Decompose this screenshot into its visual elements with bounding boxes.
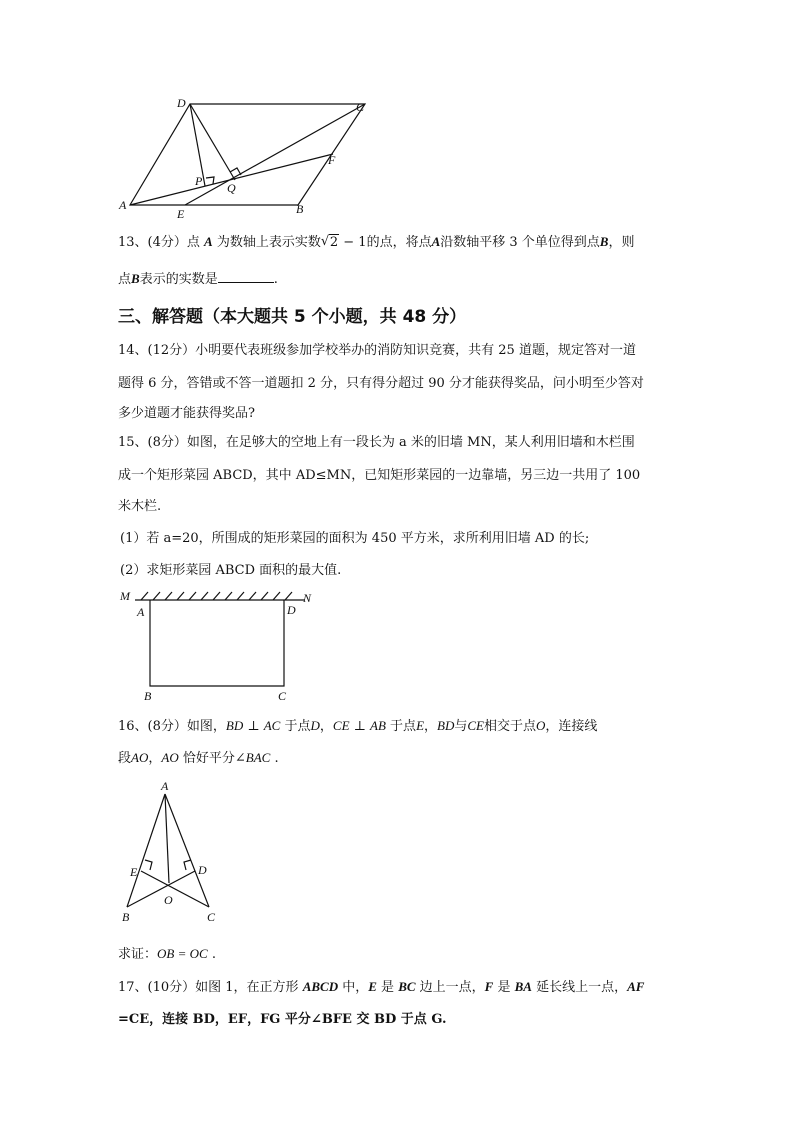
- label-D: D: [177, 96, 186, 110]
- label-C: C: [278, 689, 287, 703]
- q14-line2: 题得 6 分，答错或不答一道题扣 2 分，只有得分超过 90 分才能获得奖品，问小明至少答对: [118, 376, 644, 391]
- label-D: D: [198, 863, 207, 877]
- label-C: C: [356, 100, 365, 114]
- label-B: B: [296, 202, 304, 216]
- label-M: M: [120, 589, 130, 603]
- q14-line3: 多少道题才能获得奖品?: [118, 406, 255, 421]
- label-E: E: [130, 865, 138, 879]
- q17-line1: 17、(10分）如图 1，在正方形 ABCD 中，E 是 BC 边上一点，F 是 BA 延长线上一点，AF: [118, 979, 645, 995]
- label-D: D: [287, 603, 296, 617]
- section-3-title: 三、解答题（本大题共 5 个小题，共 48 分）: [118, 307, 467, 327]
- q15-line3: 米木栏.: [118, 499, 162, 514]
- label-B: B: [122, 910, 130, 924]
- q13-line1: 13、(4分）点 A 为数轴上表示实数√ 2 − 1的点，将点A沿数轴平移 3 个单位得到点B，则: [118, 232, 698, 253]
- triangle-figure: [115, 780, 225, 930]
- sqrt-symbol: √ 2: [321, 233, 339, 253]
- label-E: E: [177, 207, 185, 220]
- q13-line2: 点B表示的实数是 .: [118, 271, 278, 287]
- q15-line2: 成一个矩形菜园 ABCD，其中 AD≤MN，已知矩形菜园的一边靠墙，另三边一共用了 100: [118, 468, 641, 483]
- answer-blank[interactable]: [218, 270, 274, 283]
- label-Q: Q: [227, 181, 236, 195]
- label-A: A: [119, 198, 127, 212]
- q16-line2: 段AO，AO 恰好平分∠BAC .: [118, 750, 279, 766]
- label-B: B: [144, 689, 152, 703]
- label-A: A: [137, 605, 145, 619]
- label-A: A: [161, 780, 169, 793]
- label-N: N: [303, 591, 312, 605]
- label-O: O: [164, 893, 173, 907]
- label-F: F: [328, 153, 336, 167]
- parallelogram-figure: [115, 92, 375, 220]
- q15-line1: 15、(8分）如图，在足够大的空地上有一段长为 a 米的旧墙 MN，某人利用旧墙和木栏围: [118, 435, 635, 450]
- q16-prove: 求证：OB = OC .: [118, 946, 216, 962]
- label-P: P: [195, 174, 203, 188]
- q14-line1: 14、(12分）小明要代表班级参加学校举办的消防知识竞赛，共有 25 道题，规定答对一道: [118, 343, 636, 358]
- q15-sub1: (1）若 a=20，所围成的矩形菜园的面积为 450 平方米，求所利用旧墙 AD 的长;: [120, 531, 590, 546]
- q16-line1: 16、(8分）如图，BD ⊥ AC 于点D，CE ⊥ AB 于点E，BD与CE相交于点O，连接线: [118, 718, 598, 734]
- q17-line2: =CE，连接 BD，EF，FG 平分∠BFE 交 BD 于点 G.: [118, 1012, 447, 1027]
- label-C: C: [207, 910, 216, 924]
- garden-rectangle-figure: [115, 586, 325, 706]
- q15-sub2: (2）求矩形菜园 ABCD 面积的最大值.: [120, 563, 342, 578]
